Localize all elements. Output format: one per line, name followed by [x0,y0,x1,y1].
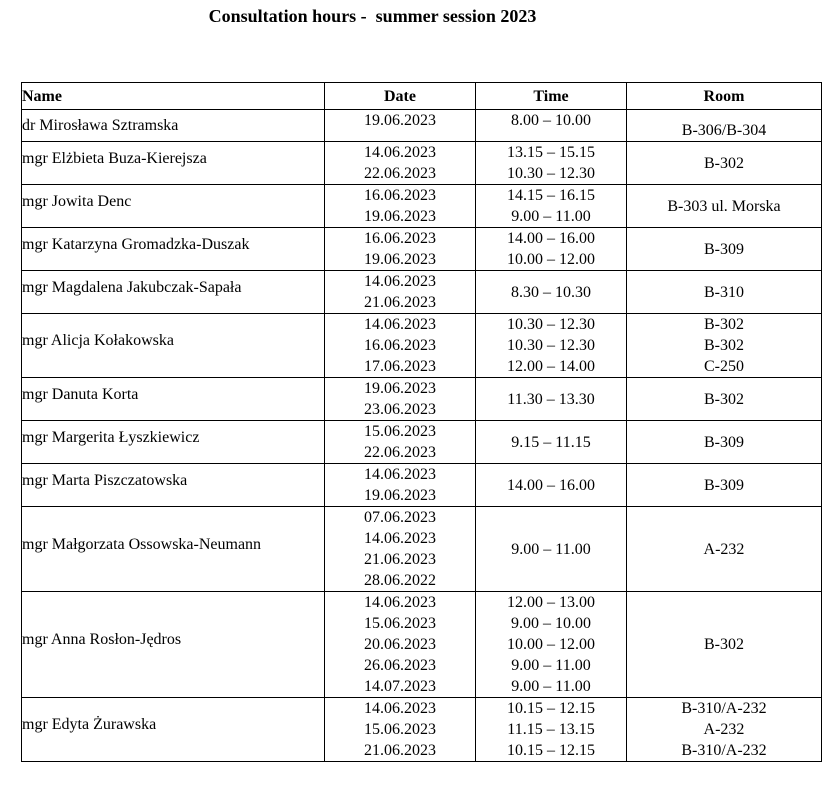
date-value: 15.06.2023 [364,423,436,440]
consultant-name: mgr Małgorzata Ossowska-Neumann [22,535,262,553]
cell-dates [325,142,476,185]
consultant-name: mgr Danuta Korta [22,385,139,403]
date-value: 22.06.2023 [364,444,436,461]
room-value: B-310/A-232 [681,742,767,759]
time-value: 11.15 – 13.15 [507,721,595,738]
cell-name [22,110,325,142]
room-value: B-302 [704,390,744,408]
cell-dates [325,378,476,421]
date-value: 16.06.2023 [364,230,436,247]
date-value: 14.06.2023 [364,316,436,333]
date-value: 28.06.2022 [364,572,436,589]
time-value: 10.30 – 12.30 [507,316,595,333]
time-value: 9.00 – 11.00 [511,678,591,695]
date-value: 15.06.2023 [364,615,436,632]
date-value: 07.06.2023 [364,509,436,526]
date-value: 15.06.2023 [364,721,436,738]
date-value: 21.06.2023 [364,294,436,311]
room-value: B-306/B-304 [681,122,767,139]
table-row [22,592,822,698]
consultant-name: mgr Alicja Kołakowska [22,332,174,349]
table-header-row [22,83,822,110]
date-value: 14.06.2023 [364,594,436,611]
cell-rooms [627,185,822,228]
cell-dates [325,185,476,228]
date-value: 14.06.2023 [364,466,436,483]
cell-name [22,185,325,228]
table-body [22,110,822,762]
cell-dates [325,464,476,507]
cell-rooms [627,271,822,314]
time-value: 9.15 – 11.15 [511,433,591,451]
date-value: 14.06.2023 [364,273,436,290]
time-value: 10.15 – 12.15 [507,742,595,759]
time-value: 11.30 – 13.30 [507,390,595,408]
date-value: 19.06.2023 [364,112,436,129]
table-row [22,142,822,185]
cell-name [22,314,325,378]
cell-rooms [627,110,822,142]
time-value: 13.15 – 15.15 [507,144,595,161]
time-value: 14.00 – 16.00 [507,230,595,247]
time-value: 9.00 – 11.00 [511,540,591,558]
room-value: A-232 [703,540,745,558]
room-value: B-302 [704,154,744,172]
cell-times [476,110,627,142]
room-value: B-309 [704,433,744,451]
cell-rooms [627,314,822,378]
date-value: 19.06.2023 [364,487,436,504]
date-value: 22.06.2023 [364,165,436,182]
date-value: 16.06.2023 [364,187,436,204]
consultant-name: mgr Marta Piszczatowska [22,471,188,489]
room-value: B-302 [704,636,744,653]
cell-rooms [627,464,822,507]
date-value: 19.06.2023 [364,208,436,225]
date-value: 19.06.2023 [364,380,436,397]
date-value: 19.06.2023 [364,251,436,268]
time-value: 10.30 – 12.30 [507,165,595,182]
room-value: B-309 [704,476,744,494]
consultant-name: dr Mirosława Sztramska [22,117,179,134]
cell-times [476,271,627,314]
table-row [22,698,822,762]
cell-name [22,421,325,464]
cell-name [22,592,325,698]
date-value: 20.06.2023 [364,636,436,653]
cell-dates [325,507,476,592]
date-value: 26.06.2023 [364,657,436,674]
date-value: 17.06.2023 [364,358,436,375]
consultant-name: mgr Katarzyna Gromadzka-Duszak [22,235,250,253]
date-value: 14.06.2023 [364,530,436,547]
time-value: 9.00 – 11.00 [511,657,591,674]
cell-rooms [627,228,822,271]
date-value: 21.06.2023 [364,551,436,568]
cell-name [22,142,325,185]
consultant-name: mgr Elżbieta Buza-Kierejsza [22,149,207,167]
time-value: 12.00 – 13.00 [507,594,595,611]
room-value: C-250 [704,358,744,375]
time-value: 8.30 – 10.30 [511,283,591,301]
table-row [22,421,822,464]
consultant-name: mgr Jowita Denc [22,192,132,210]
cell-times [476,314,627,378]
header-date: Date [325,83,476,110]
cell-times [476,142,627,185]
room-value: B-309 [704,240,744,258]
room-value: B-302 [704,316,744,333]
table-row [22,110,822,142]
cell-name [22,698,325,762]
cell-name [22,271,325,314]
cell-times [476,185,627,228]
table-row [22,314,822,378]
cell-dates [325,110,476,142]
cell-name [22,464,325,507]
cell-dates [325,592,476,698]
room-value: B-310 [704,283,744,301]
cell-rooms [627,698,822,762]
time-value: 9.00 – 11.00 [511,208,591,225]
table-row [22,228,822,271]
cell-dates [325,421,476,464]
consultant-name: mgr Magdalena Jakubczak-Sapała [22,278,242,296]
cell-dates [325,228,476,271]
time-value: 14.00 – 16.00 [507,476,595,494]
time-value: 10.00 – 12.00 [507,251,595,268]
cell-times [476,592,627,698]
cell-rooms [627,421,822,464]
consultant-name: mgr Anna Rosłon-Jędros [22,631,182,648]
date-value: 21.06.2023 [364,742,436,759]
cell-times [476,698,627,762]
cell-dates [325,271,476,314]
table-row [22,464,822,507]
header-room: Room [627,83,822,110]
room-value: B-303 ul. Morska [667,197,781,215]
header-name: Name [22,83,325,110]
cell-times [476,464,627,507]
cell-rooms [627,142,822,185]
cell-times [476,507,627,592]
date-value: 14.06.2023 [364,144,436,161]
room-value: A-232 [703,721,745,738]
consultant-name: mgr Edyta Żurawska [22,716,157,733]
date-value: 16.06.2023 [364,337,436,354]
time-value: 10.00 – 12.00 [507,636,595,653]
cell-times [476,421,627,464]
header-time: Time [476,83,627,110]
cell-rooms [627,507,822,592]
time-value: 10.30 – 12.30 [507,337,595,354]
cell-name [22,228,325,271]
table-row [22,507,822,592]
date-value: 14.06.2023 [364,700,436,717]
cell-rooms [627,378,822,421]
room-value: B-302 [704,337,744,354]
page-title: Consultation hours - summer session 2023 [208,6,537,26]
table-row [22,271,822,314]
cell-name [22,378,325,421]
cell-times [476,378,627,421]
time-value: 14.15 – 16.15 [507,187,595,204]
consultant-name: mgr Margerita Łyszkiewicz [22,428,200,446]
date-value: 14.07.2023 [364,678,436,695]
room-value: B-310/A-232 [681,700,767,717]
time-value: 9.00 – 10.00 [511,615,591,632]
time-value: 10.15 – 12.15 [507,700,595,717]
cell-times [476,228,627,271]
date-value: 23.06.2023 [364,401,436,418]
cell-dates [325,698,476,762]
cell-dates [325,314,476,378]
cell-rooms [627,592,822,698]
cell-name [22,507,325,592]
table-row [22,185,822,228]
time-value: 8.00 – 10.00 [511,112,591,129]
consultation-table [21,82,822,762]
table-row [22,378,822,421]
time-value: 12.00 – 14.00 [507,358,595,375]
